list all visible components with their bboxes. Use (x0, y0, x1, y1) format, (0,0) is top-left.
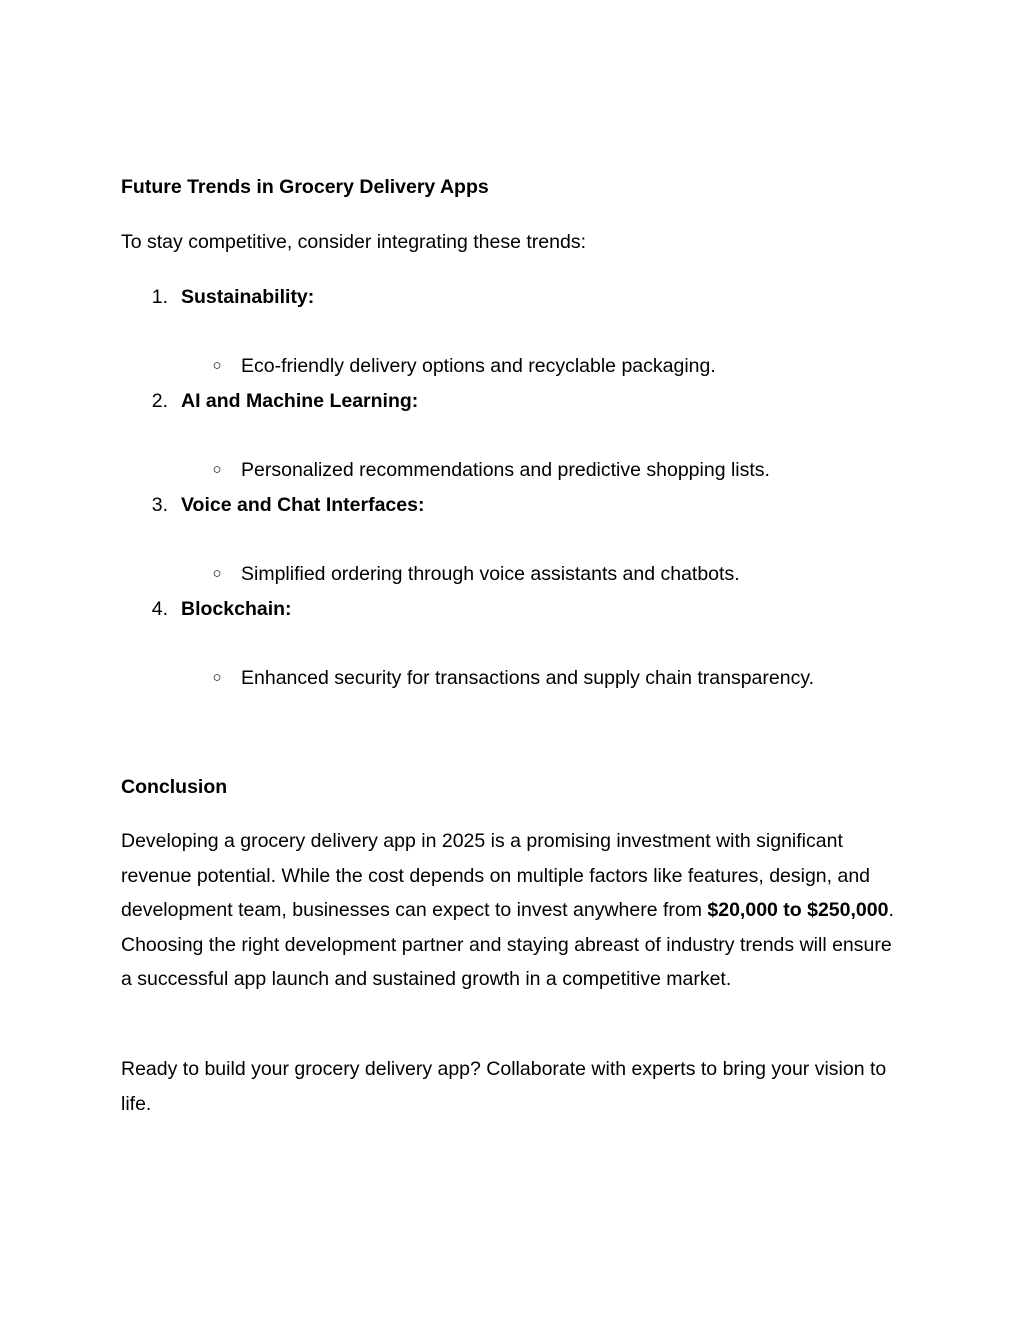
cost-range: $20,000 to $250,000 (707, 899, 889, 922)
conclusion-heading: Conclusion (121, 776, 228, 798)
trends-intro: To stay competitive, consider integrating these trends: (121, 231, 586, 253)
list-item-title: Blockchain: (181, 598, 292, 620)
circle-bullet-icon: ○ (212, 461, 222, 478)
conclusion-paragraph (121, 824, 901, 997)
paragraph-text: Ready to build your grocery delivery app? Collaborate with experts to bring your vision to life. (121, 1058, 887, 1115)
paragraph-text: Developing a grocery delivery app in 2025 is a promising investment with significant revenue potential. While the cost depends on multiple factors like features, design, and development team, businesses can expect to invest anywhere from (121, 830, 871, 922)
list-item-title: AI and Machine Learning: (181, 390, 419, 412)
list-item-detail: Enhanced security for transactions and supply chain transparency. (241, 667, 815, 689)
list-item-number: 2. (151, 390, 168, 412)
circle-bullet-icon: ○ (212, 669, 222, 686)
circle-bullet-icon: ○ (212, 565, 222, 582)
list-item-detail: Simplified ordering through voice assistants and chatbots. (241, 563, 740, 585)
list-item-detail: Personalized recommendations and predictive shopping lists. (241, 459, 770, 481)
list-item-number: 4. (151, 598, 168, 620)
paragraph-text: . Choosing the right development partner and staying abreast of industry trends will ensure a successful app launch and sustained growth in a competitive market. (121, 899, 894, 991)
list-item-number: 3. (151, 494, 168, 516)
list-item-title: Voice and Chat Interfaces: (181, 494, 425, 516)
circle-bullet-icon: ○ (212, 357, 222, 374)
list-item-title: Sustainability: (181, 286, 315, 308)
call-to-action-paragraph (121, 1052, 901, 1121)
list-item-number: 1. (151, 286, 168, 308)
trends-heading: Future Trends in Grocery Delivery Apps (121, 176, 489, 198)
list-item-detail: Eco-friendly delivery options and recyclable packaging. (241, 355, 716, 377)
